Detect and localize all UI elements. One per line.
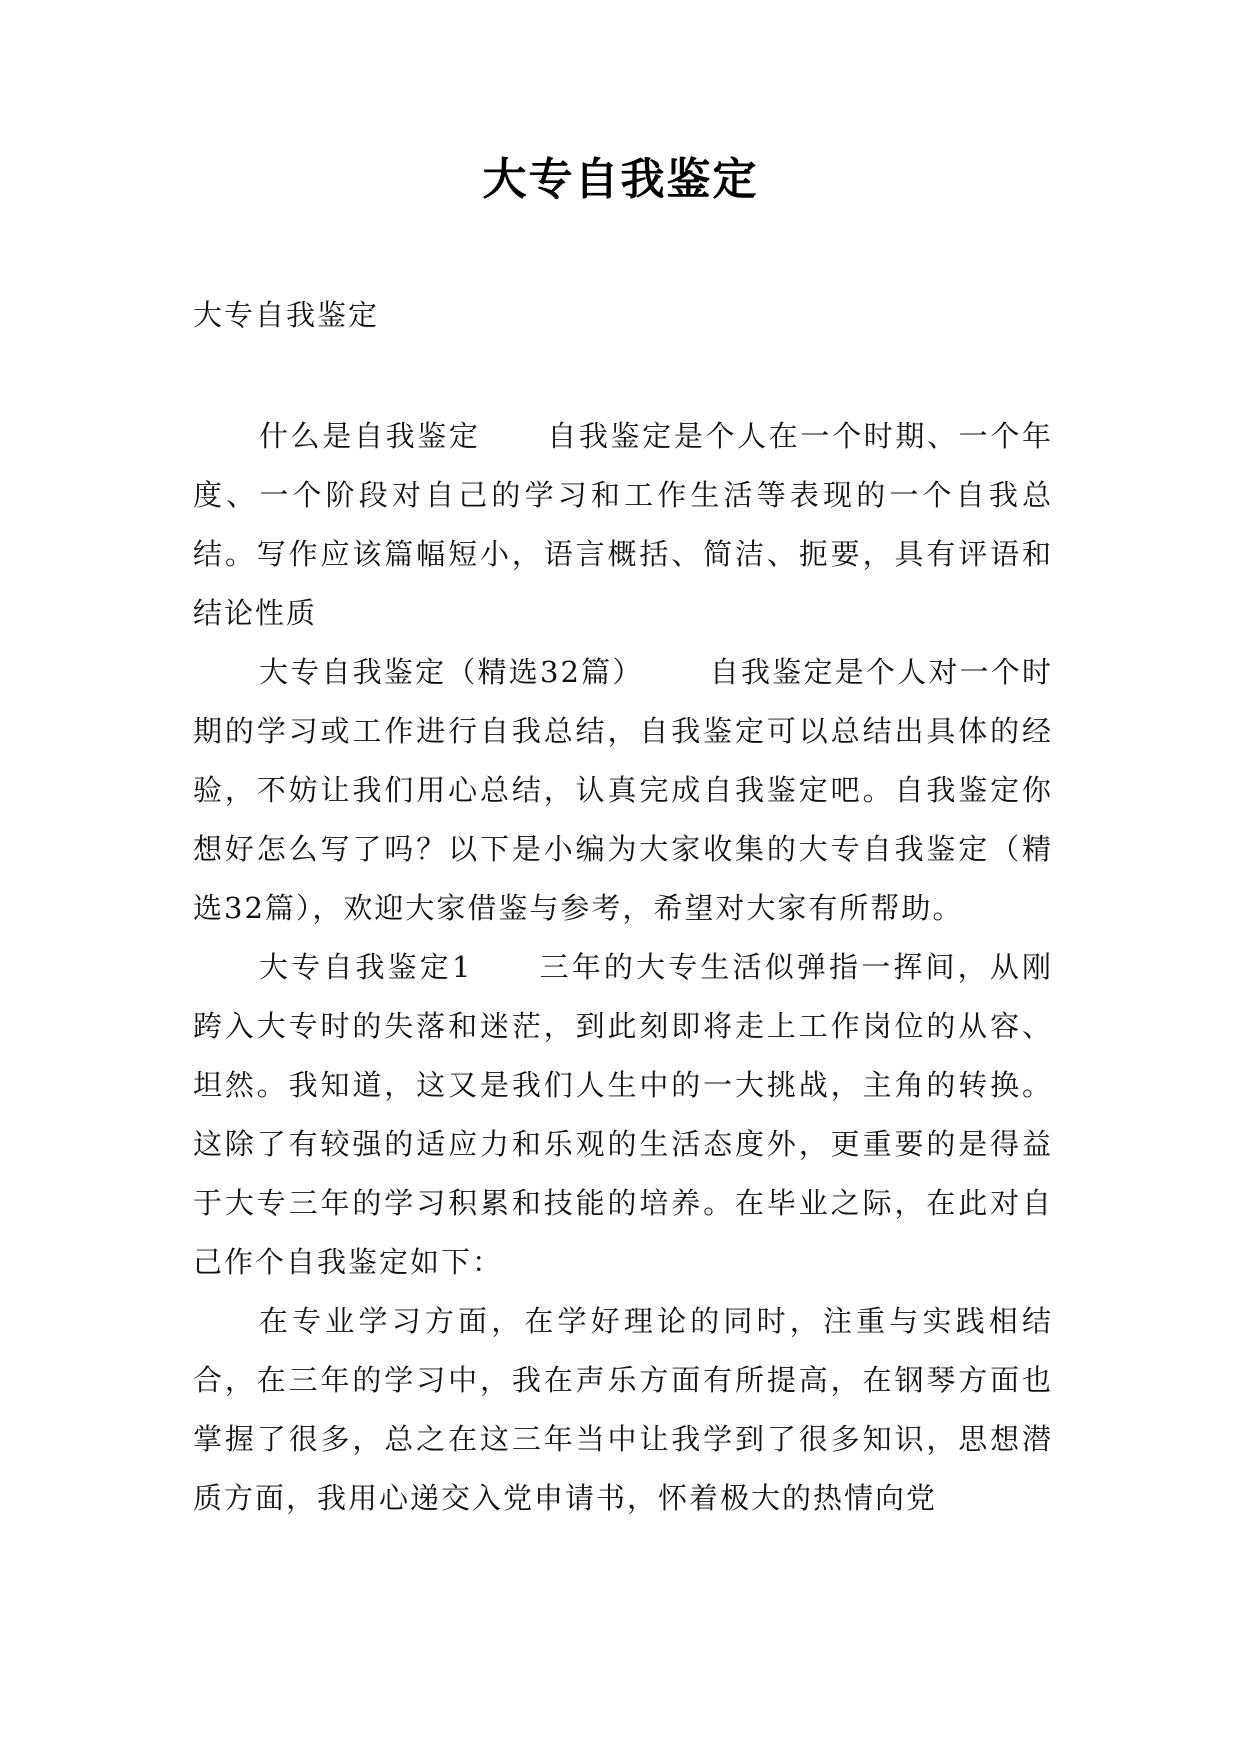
paragraph-heading: 大专自我鉴定1 (259, 950, 473, 984)
paragraph-study (193, 1292, 1053, 1528)
paragraph-text: 自我鉴定是个人在一个时期、一个年度、一个阶段对自己的学习和工作生活等表现的一个自我总结。写作应该篇幅短小，语言概括、简洁、扼要，具有评语和结论性质 (193, 419, 1053, 630)
paragraph-essay-1 (193, 938, 1053, 1292)
paragraph-heading: 大专自我鉴定（精选32篇） (259, 655, 644, 689)
paragraph-text: 三年的大专生活似弹指一挥间，从刚跨入大专时的失落和迷茫，到此刻即将走上工作岗位的从容、坦然。我知道，这又是我们人生中的一大挑战，主角的转换。这除了有较强的适应力和乐观的生活态度外，更重要的是得益于大专三年的学习积累和技能的培养。在毕业之际，在此对自己作个自我鉴定如下： (193, 950, 1053, 1279)
paragraph-heading: 什么是自我鉴定 (259, 419, 481, 453)
paragraph-text: 在专业学习方面，在学好理论的同时，注重与实践相结合，在三年的学习中，我在声乐方面有所提高，在钢琴方面也掌握了很多，总之在这三年当中让我学到了很多知识，思想潜质方面，我用心递交入党申请书，怀着极大的热情向党 (193, 1304, 1053, 1515)
paragraph-what-is-self-assessment (193, 407, 1053, 643)
document-body (193, 407, 1053, 1528)
paragraph-intro (193, 643, 1053, 938)
document-subtitle: 大专自我鉴定 (193, 298, 380, 332)
paragraph-text: 自我鉴定是个人对一个时期的学习或工作进行自我总结，自我鉴定可以总结出具体的经验，不妨让我们用心总结，认真完成自我鉴定吧。自我鉴定你想好怎么写了吗？以下是小编为大家收集的大专自我鉴定（精选32篇），欢迎大家借鉴与参考，希望对大家有所帮助。 (193, 655, 1053, 925)
document-title: 大专自我鉴定 (482, 154, 759, 205)
